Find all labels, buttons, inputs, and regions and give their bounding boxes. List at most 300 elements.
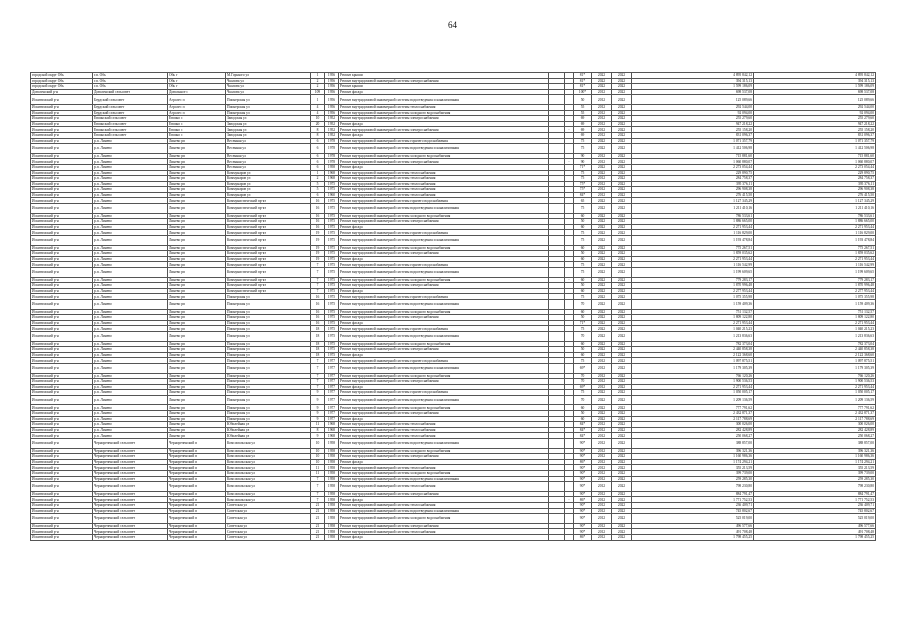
cell-cost: 125 089,66 — [632, 95, 754, 105]
cell-street: 8 — [311, 132, 325, 138]
cell-cost-total: 125 089,66 — [754, 95, 876, 105]
cell-done-year: 2022 — [612, 251, 632, 257]
cell-house: 1975 — [325, 277, 339, 283]
cell-plan-year: 2012 — [592, 110, 612, 116]
cell-done-year: 2022 — [612, 476, 632, 482]
cell-settlement: р.п. Линево — [93, 422, 168, 428]
cell-settlement: г.п. Обь — [93, 73, 168, 79]
cell-done-year: 2022 — [612, 491, 632, 497]
cell-locality-type: Линево рп — [168, 320, 226, 326]
cell-district: Искитимский р-н — [31, 144, 93, 154]
cell-street: 6 — [311, 138, 325, 144]
cell-house: 1975 — [325, 341, 339, 347]
cell-locality-type: Чернореченский п — [168, 534, 226, 540]
cell-house: 1956 — [325, 78, 339, 84]
cell-cost-total: 766 120,26 — [754, 373, 876, 379]
cell-plan-year: 2022 — [592, 411, 612, 417]
cell-house: 1977 — [325, 373, 339, 379]
cell-plan-year: 2012 — [592, 508, 612, 514]
cell-settlement: р.п. Линево — [93, 363, 168, 373]
cell-category: 71* — [574, 164, 592, 170]
cell-district: Искитимский р-н — [31, 315, 93, 321]
cell-street: 11 — [311, 465, 325, 471]
cell-plan-year: 2012 — [592, 459, 612, 465]
cell-work — [549, 331, 565, 341]
cell-settlement: Чернореченский сельсовет — [93, 482, 168, 492]
cell-category: 75 — [574, 294, 592, 300]
cell-cost: 798 230,80 — [632, 482, 754, 492]
cell-cost: 1 179 305,39 — [632, 363, 754, 373]
cell-cost: 4 895 842,12 — [632, 73, 754, 79]
cell-district: Искитимский р-н — [31, 422, 93, 428]
cell-category: 60 — [574, 405, 592, 411]
cell-cost: 1 798 455,25 — [632, 534, 754, 540]
cell-locality-type: Линево рп — [168, 144, 226, 154]
cell-year: Ремонт крыши — [339, 73, 549, 79]
cell-locality-type: Чернореченский п — [168, 514, 226, 524]
cell-cost: 525 019,00 — [632, 514, 754, 524]
cell-done-year: 2022 — [612, 352, 632, 358]
cell-locality: Пионерская ул — [226, 352, 311, 358]
cell-category: 86* — [574, 534, 592, 540]
cell-year: Ремонт внутридомовой инженерной системы электроснабжения — [339, 491, 549, 497]
cell-house: 1978 — [325, 144, 339, 154]
cell-category: 60 — [574, 416, 592, 422]
cell-settlement: Евсинский сельсовет — [93, 132, 168, 138]
cell-cost-total: 1 798 455,25 — [754, 534, 876, 540]
cell-street: 11 — [311, 422, 325, 428]
cell-district: городской округ Обь — [31, 78, 93, 84]
cell-locality: Весенняя ул — [226, 159, 311, 165]
cell-plan-year: 2012 — [592, 476, 612, 482]
cell-street: 7 — [311, 363, 325, 373]
cell-street: 21 — [311, 502, 325, 508]
cell-district: Искитимский р-н — [31, 379, 93, 385]
cell-settlement: р.п. Линево — [93, 283, 168, 289]
cell-district: Искитимский р-н — [31, 192, 93, 198]
cell-work — [549, 268, 565, 278]
cell-cost-total: 777 791,62 — [754, 405, 876, 411]
cell-locality-type: Линево рп — [168, 283, 226, 289]
cell-settlement: р.п. Линево — [93, 181, 168, 187]
cell-category: 75 — [574, 138, 592, 144]
cell-settlement: р.п. Линево — [93, 341, 168, 347]
cell-cost-total: 491 708,48 — [754, 529, 876, 535]
cell-category: 86* — [574, 459, 592, 465]
cell-year: Ремонт фасада — [339, 121, 549, 127]
cell-street: 5 — [311, 181, 325, 187]
cell-settlement: р.п. Линево — [93, 236, 168, 246]
cell-done-year: 2022 — [612, 176, 632, 182]
cell-cost: 1 071 357,79 — [632, 138, 754, 144]
cell-cost: 396 321,36 — [632, 448, 754, 454]
cell-plan-year: 2012 — [592, 176, 612, 182]
cell-year: Ремонт фасада — [339, 384, 549, 390]
cell-district: городской округ Обь — [31, 73, 93, 79]
table-row — [31, 439, 876, 449]
cell-locality: Коммунистический пр-кт — [226, 256, 311, 262]
cell-district: Искитимский р-н — [31, 491, 93, 497]
cell-plan-year: 2012 — [592, 471, 612, 477]
cell-cost-total: 1 213 836,63 — [754, 331, 876, 341]
cell-cost: 1 771 752,53 — [632, 497, 754, 503]
cell-house: 1952 — [325, 116, 339, 122]
cell-locality: Коммунистический пр-кт — [226, 219, 311, 225]
cell-settlement: Доволенский сельсовет — [93, 89, 168, 95]
cell-street: 21 — [311, 523, 325, 529]
cell-house: 1975 — [325, 315, 339, 321]
cell-year: Ремонт внутридомовой инженерной системы теплоснабжения — [339, 187, 549, 193]
cell-done-year: 2022 — [612, 514, 632, 524]
cell-district: Искитимский р-н — [31, 110, 93, 116]
cell-district: Искитимский р-н — [31, 497, 93, 503]
cell-year: Ремонт внутридомовой инженерной системы теплоснабжения — [339, 104, 549, 110]
cell-house: 1978 — [325, 153, 339, 159]
cell-locality: Заводская ул — [226, 116, 311, 122]
cell-locality-type: Линево рп — [168, 251, 226, 257]
cell-plan-year: 2022 — [592, 170, 612, 176]
cell-district: Искитимский р-н — [31, 262, 93, 268]
cell-year: Ремонт фасада — [339, 497, 549, 503]
cell-cost: 276 415,50 — [632, 192, 754, 198]
cell-category: 50 — [574, 347, 592, 353]
cell-locality: Коммунаров ул — [226, 187, 311, 193]
cell-settlement: Чернореченский сельсовет — [93, 448, 168, 454]
table-row — [31, 514, 876, 524]
cell-house: 1975 — [325, 288, 339, 294]
cell-district: Искитимский р-н — [31, 523, 93, 529]
cell-street: 7 — [311, 497, 325, 503]
cell-year: Ремонт внутридомовой инженерной системы теплоснабжения — [339, 529, 549, 535]
cell-locality-type: Линево рп — [168, 277, 226, 283]
cell-settlement: Чернореченский сельсовет — [93, 471, 168, 477]
cell-settlement: р.п. Линево — [93, 219, 168, 225]
cell-year: Ремонт внутридомовой инженерной системы водоотведения и канализования — [339, 268, 549, 278]
cell-street: 7 — [311, 476, 325, 482]
cell-category: 69* — [574, 363, 592, 373]
cell-street: 109 — [311, 89, 325, 95]
cell-done-year: 2022 — [612, 523, 632, 529]
cell-locality-type: Линево рп — [168, 256, 226, 262]
cell-street: 7 — [311, 373, 325, 379]
cell-cost-total: 1 412 506,98 — [754, 144, 876, 154]
cell-cost-total: 1 599 186,09 — [754, 84, 876, 90]
cell-locality: Коммунистический пр-кт — [226, 245, 311, 251]
cell-cost-total: 947 218,22 — [754, 121, 876, 127]
cell-category: 90* — [574, 465, 592, 471]
cell-year: Ремонт внутридомовой инженерной системы холодного водоснабжения — [339, 514, 549, 524]
cell-district: Искитимский р-н — [31, 159, 93, 165]
cell-locality: Пионерская ул — [226, 320, 311, 326]
cell-district: Искитимский р-н — [31, 320, 93, 326]
cell-locality: Пионерская ул — [226, 379, 311, 385]
cell-cost-total: 394 315,13 — [754, 78, 876, 84]
cell-settlement: Евсинский сельсовет — [93, 127, 168, 133]
cell-cost-total: 525 019,00 — [754, 514, 876, 524]
cell-cost-total: 745 802,67 — [754, 508, 876, 514]
cell-category: 75 — [574, 358, 592, 364]
cell-done-year: 2022 — [612, 326, 632, 332]
cell-settlement: Чернореченский сельсовет — [93, 529, 168, 535]
cell-locality: Коммунистический пр-кт — [226, 224, 311, 230]
cell-cost-total: 1 116 542,99 — [754, 262, 876, 268]
cell-street: 2 — [311, 176, 325, 182]
cell-category: 90* — [574, 491, 592, 497]
cell-category: 60 — [574, 245, 592, 251]
cell-year: Ремонт внутридомовой инженерной системы холодного водоснабжения — [339, 309, 549, 315]
cell-done-year: 2022 — [612, 341, 632, 347]
cell-cost-total: 1 193 478,84 — [754, 236, 876, 246]
cell-district: Искитимский р-н — [31, 373, 93, 379]
cell-year: Ремонт внутридомовой инженерной системы холодного водоснабжения — [339, 277, 549, 283]
cell-locality-type: Линево рп — [168, 315, 226, 321]
cell-locality: Комсомольская ул — [226, 459, 311, 465]
cell-category: 55 — [574, 110, 592, 116]
cell-cost: 1 159 409,36 — [632, 299, 754, 309]
cell-district: Искитимский р-н — [31, 395, 93, 405]
cell-year: Ремонт внутридомовой инженерной системы теплоснабжения — [339, 482, 549, 492]
cell-district: Искитимский р-н — [31, 459, 93, 465]
cell-house: 1956 — [325, 110, 339, 116]
cell-locality: Пионерская ул — [226, 104, 311, 110]
cell-plan-year: 2022 — [592, 236, 612, 246]
cell-plan-year: 2012 — [592, 422, 612, 428]
cell-cost: 2 432 871,37 — [632, 411, 754, 417]
cell-house: 1958 — [325, 164, 339, 170]
cell-house: 1958 — [325, 471, 339, 477]
table-row — [31, 395, 876, 405]
cell-district: Искитимский р-н — [31, 331, 93, 341]
cell-done-year: 2022 — [612, 138, 632, 144]
cell-plan-year: 2022 — [592, 256, 612, 262]
cell-done-year: 2022 — [612, 471, 632, 477]
cell-plan-year: 2022 — [592, 390, 612, 396]
cell-locality: Пионерская ул — [226, 373, 311, 379]
cell-cost: 2 271 953,44 — [632, 384, 754, 390]
cell-district: Искитимский р-н — [31, 502, 93, 508]
cell-settlement: р.п. Линево — [93, 176, 168, 182]
cell-dash — [565, 534, 574, 540]
cell-plan-year: 2012 — [592, 95, 612, 105]
cell-done-year: 2022 — [612, 363, 632, 373]
cell-category: 84* — [574, 192, 592, 198]
cell-done-year: 2022 — [612, 132, 632, 138]
cell-street: 18 — [311, 352, 325, 358]
cell-category: 86* — [574, 497, 592, 503]
cell-district: Искитимский р-н — [31, 294, 93, 300]
cell-category: 75 — [574, 326, 592, 332]
cell-done-year: 2022 — [612, 347, 632, 353]
cell-house: 1975 — [325, 326, 339, 332]
cell-settlement: Чернореченский сельсовет — [93, 476, 168, 482]
cell-year: Ремонт внутридомовой инженерной системы электроснабжения — [339, 219, 549, 225]
cell-done-year: 2022 — [612, 187, 632, 193]
cell-house: 1977 — [325, 379, 339, 385]
cell-locality-type: Линево рп — [168, 181, 226, 187]
cell-settlement: Бердский сельсовет — [93, 110, 168, 116]
cell-done-year: 2022 — [612, 159, 632, 165]
cell-year: Ремонт внутридомовой инженерной системы холодного водоснабжения — [339, 471, 549, 477]
cell-cost: 1 116 542,99 — [632, 262, 754, 268]
cell-district: Искитимский р-н — [31, 363, 93, 373]
cell-cost-total: 698 537,08 — [754, 89, 876, 95]
cell-house: 1977 — [325, 363, 339, 373]
cell-settlement: р.п. Линево — [93, 373, 168, 379]
cell-street: 9 — [311, 395, 325, 405]
cell-year: Ремонт фасада — [339, 164, 549, 170]
cell-settlement: р.п. Линево — [93, 187, 168, 193]
cell-house: 1975 — [325, 309, 339, 315]
cell-cost-total: 782 373,04 — [754, 341, 876, 347]
cell-settlement: р.п. Линево — [93, 427, 168, 433]
cell-locality-type: Чернореченский п — [168, 465, 226, 471]
cell-street: 16 — [311, 294, 325, 300]
cell-cost: 395 376,11 — [632, 181, 754, 187]
cell-house: 1977 — [325, 358, 339, 364]
cell-category: 50 — [574, 95, 592, 105]
cell-done-year: 2022 — [612, 439, 632, 449]
cell-house: 1968 — [325, 422, 339, 428]
cell-district: Искитимский р-н — [31, 256, 93, 262]
cell-settlement: Чернореченский сельсовет — [93, 534, 168, 540]
cell-locality-type: Линево рп — [168, 262, 226, 268]
cell-locality-type: Чернореченский п — [168, 476, 226, 482]
cell-locality-type: Линево рп — [168, 294, 226, 300]
cell-locality: Коммунаров ул — [226, 181, 311, 187]
cell-year: Ремонт внутридомовой инженерной системы электроснабжения — [339, 116, 549, 122]
cell-locality-type: Евсино с — [168, 132, 226, 138]
cell-cost: 698 537,08 — [632, 89, 754, 95]
cell-street: 9 — [311, 390, 325, 396]
cell-locality-type: Линево рп — [168, 219, 226, 225]
cell-locality-type: Линево рп — [168, 390, 226, 396]
cell-done-year: 2022 — [612, 219, 632, 225]
cell-district: Искитимский р-н — [31, 164, 93, 170]
cell-category: 90 — [574, 153, 592, 159]
cell-district: Искитимский р-н — [31, 448, 93, 454]
cell-settlement: Бердский сельсовет — [93, 104, 168, 110]
cell-plan-year: 2012 — [592, 89, 612, 95]
cell-street: 1 — [311, 73, 325, 79]
cell-plan-year: 2022 — [592, 78, 612, 84]
cell-locality: Коммунистический пр-кт — [226, 268, 311, 278]
cell-cost: 766 120,26 — [632, 373, 754, 379]
cell-cost: 300 026,00 — [632, 422, 754, 428]
cell-locality: Пионерская ул — [226, 95, 311, 105]
cell-street: 18 — [311, 331, 325, 341]
table-row — [31, 482, 876, 492]
cell-locality-type: Чернореченский п — [168, 508, 226, 514]
cell-year: Ремонт внутридомовой инженерной системы электроснабжения — [339, 127, 549, 133]
cell-locality: Комсомольская ул — [226, 439, 311, 449]
cell-settlement: Бердский сельсовет — [93, 95, 168, 105]
cell-done-year: 2022 — [612, 433, 632, 439]
cell-district: Искитимский р-н — [31, 471, 93, 477]
cell-year: Ремонт внутридомовой инженерной системы теплоснабжения — [339, 192, 549, 198]
cell-plan-year: 2022 — [592, 84, 612, 90]
cell-house: 1977 — [325, 395, 339, 405]
page-number: 64 — [448, 20, 457, 30]
cell-cost-total: 1 859 035,62 — [754, 251, 876, 257]
cell-category: 60 — [574, 288, 592, 294]
cell-locality: Коммунистический пр-кт — [226, 262, 311, 268]
cell-locality: Чкалова ул — [226, 84, 311, 90]
cell-category: 90* — [574, 439, 592, 449]
cell-cost-total: 255 158,20 — [754, 127, 876, 133]
cell-plan-year: 2022 — [592, 320, 612, 326]
cell-district: Искитимский р-н — [31, 219, 93, 225]
cell-plan-year: 2012 — [592, 502, 612, 508]
cell-cost-total: 292 544,00 — [754, 104, 876, 110]
cell-cost: 292 544,00 — [632, 104, 754, 110]
cell-settlement: р.п. Линево — [93, 358, 168, 364]
cell-locality: Коммунистический пр-кт — [226, 277, 311, 283]
cell-done-year: 2022 — [612, 204, 632, 214]
cell-street: 18 — [311, 326, 325, 332]
cell-cost: 1 040 215,23 — [632, 326, 754, 332]
cell-locality-type: Линево рп — [168, 170, 226, 176]
works-table — [30, 72, 875, 541]
cell-street: 19 — [311, 256, 325, 262]
cell-year: Ремонт внутридомовой инженерной системы электроснабжения — [339, 251, 549, 257]
cell-done-year: 2022 — [612, 192, 632, 198]
cell-settlement: р.п. Линево — [93, 170, 168, 176]
cell-house: 1958 — [325, 482, 339, 492]
cell-dash — [565, 144, 574, 154]
cell-done-year: 2022 — [612, 448, 632, 454]
cell-cost: 491 708,48 — [632, 529, 754, 535]
cell-district: Искитимский р-н — [31, 176, 93, 182]
cell-settlement: р.п. Линево — [93, 326, 168, 332]
cell-locality: Весенняя ул — [226, 153, 311, 159]
cell-street: 18 — [311, 341, 325, 347]
cell-category: 90* — [574, 448, 592, 454]
cell-locality: Заводская ул — [226, 132, 311, 138]
cell-cost-total: 388 857,00 — [754, 439, 876, 449]
cell-cost: 1 412 506,98 — [632, 144, 754, 154]
cell-locality: Коммунистический пр-кт — [226, 213, 311, 219]
cell-cost: 1 050 005,17 — [632, 390, 754, 396]
cell-settlement: Чернореченский сельсовет — [93, 439, 168, 449]
cell-year: Ремонт внутридомовой инженерной системы электроснабжения — [339, 283, 549, 289]
cell-category: 84* — [574, 427, 592, 433]
cell-plan-year: 2012 — [592, 358, 612, 364]
cell-street: 7 — [311, 268, 325, 278]
cell-locality-type: Линево рп — [168, 224, 226, 230]
table-row — [31, 363, 876, 373]
cell-house: 1956 — [325, 84, 339, 90]
cell-street: 8 — [311, 427, 325, 433]
cell-street: 16 — [311, 204, 325, 214]
cell-plan-year: 2012 — [592, 363, 612, 373]
cell-category: 90* — [574, 508, 592, 514]
cell-locality: Пионерская ул — [226, 326, 311, 332]
cell-work — [549, 395, 565, 405]
cell-settlement: р.п. Линево — [93, 153, 168, 159]
cell-locality-type: Чернореченский п — [168, 459, 226, 465]
cell-house: 1975 — [325, 245, 339, 251]
cell-year: Ремонт внутридомовой инженерной системы теплоснабжения — [339, 181, 549, 187]
cell-plan-year: 2022 — [592, 224, 612, 230]
cell-done-year: 2022 — [612, 110, 632, 116]
cell-locality-type: Линево рп — [168, 299, 226, 309]
cell-category: 84* — [574, 433, 592, 439]
cell-dash — [565, 363, 574, 373]
table-row — [31, 299, 876, 309]
cell-cost-total: 250 068,27 — [754, 433, 876, 439]
cell-locality-type: Чернореченский п — [168, 454, 226, 460]
cell-house: 1968 — [325, 176, 339, 182]
